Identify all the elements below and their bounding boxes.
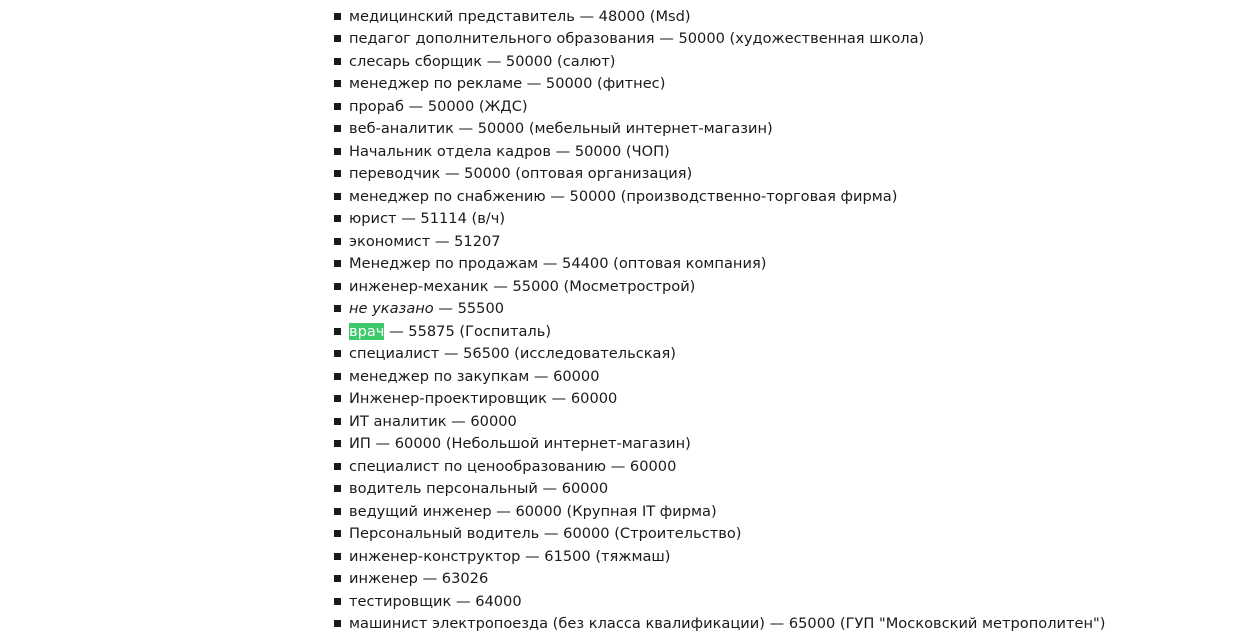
job-title: тестировщик — [349, 592, 452, 610]
highlighted-search-term: врач — [349, 322, 385, 340]
bullet-icon — [334, 238, 341, 245]
salary-detail: — 50000 (мебельный интернет-магазин) — [453, 120, 773, 137]
salary-detail: — 65000 (ГУП "Московский метрополитен") — [764, 615, 1106, 632]
job-title: юрист — [349, 210, 397, 227]
salary-detail: — 61500 (тяжмаш) — [520, 547, 671, 565]
salary-detail: — 64000 — [451, 592, 522, 610]
list-item — [334, 546, 1234, 569]
salary-detail: — 51207 — [430, 232, 501, 250]
bullet-icon — [334, 260, 341, 267]
bullet-icon — [334, 508, 341, 515]
list-item — [334, 613, 1234, 636]
job-title: Персональный водитель — [349, 525, 540, 542]
list-item — [334, 456, 1234, 479]
list-item — [334, 96, 1234, 119]
bullet-icon — [334, 193, 341, 200]
salary-detail: — 60000 — [606, 457, 677, 475]
job-title: менеджер по снабжению — [349, 187, 546, 205]
bullet-icon — [334, 553, 341, 560]
job-title: специалист — [349, 345, 440, 362]
bullet-icon — [334, 463, 341, 470]
salary-detail: — 54400 (оптовая компания) — [538, 255, 767, 272]
list-item — [334, 343, 1234, 366]
bullet-icon — [334, 620, 341, 627]
job-title: менеджер по рекламе — [349, 75, 523, 92]
job-title: ИП — [349, 435, 371, 452]
job-title: ИТ аналитик — [349, 412, 447, 430]
list-item — [334, 501, 1234, 524]
job-title: Инженер-проектировщик — [349, 390, 547, 407]
bullet-icon — [334, 170, 341, 177]
job-title: экономист — [349, 232, 431, 250]
job-title: веб-аналитик — [349, 120, 454, 137]
bullet-icon — [334, 350, 341, 357]
list-item — [334, 163, 1234, 186]
salary-detail: — 50000 (оптовая организация) — [440, 165, 693, 182]
bullet-icon — [334, 35, 341, 42]
list-item — [334, 208, 1234, 231]
list-item — [334, 478, 1234, 501]
bullet-icon — [334, 418, 341, 425]
bullet-icon — [334, 530, 341, 537]
list-item — [334, 6, 1234, 29]
job-title: менеджер по закупкам — [349, 367, 530, 385]
salary-detail: — 50000 (художественная школа) — [654, 30, 925, 47]
salary-detail: — 55500 — [433, 300, 505, 317]
salary-detail: — 60000 (Строительство) — [539, 525, 742, 542]
list-item — [334, 523, 1234, 546]
salary-detail: — 50000 (салют) — [482, 52, 616, 70]
bullet-icon — [334, 373, 341, 380]
list-item — [334, 411, 1234, 434]
job-title: педагог дополнительного образования — [349, 30, 655, 47]
salary-detail: — 50000 (фитнес) — [522, 75, 666, 92]
salary-detail: — 60000 (Крупная IT фирма) — [491, 502, 717, 520]
job-title: Начальник отдела кадров — [349, 142, 551, 160]
bullet-icon — [334, 283, 341, 290]
bullet-icon — [334, 125, 341, 132]
job-title: прораб — [349, 97, 404, 115]
bullet-icon — [334, 215, 341, 222]
bullet-icon — [334, 58, 341, 65]
bullet-icon — [334, 575, 341, 582]
job-title: ведущий инженер — [349, 502, 492, 520]
list-item — [334, 591, 1234, 614]
bullet-icon — [334, 328, 341, 335]
salary-detail: — 63026 — [417, 570, 489, 587]
job-title: не указано — [349, 300, 434, 317]
salary-detail: — 50000 (ЖДС) — [403, 97, 528, 115]
job-title: переводчик — [349, 165, 441, 182]
bullet-icon — [334, 395, 341, 402]
salary-list — [334, 0, 1234, 636]
salary-detail: — 56500 (исследовательская) — [439, 345, 676, 362]
list-item — [334, 28, 1234, 51]
article-content — [334, 0, 1234, 636]
list-item — [334, 321, 1234, 344]
job-title: инженер — [349, 570, 418, 587]
salary-detail: — 51114 (в/ч) — [396, 210, 506, 227]
list-item — [334, 298, 1234, 321]
salary-detail: — 50000 (производственно-торговая фирма) — [545, 187, 898, 205]
list-item — [334, 433, 1234, 456]
salary-detail: — 60000 — [529, 367, 600, 385]
job-title: специалист по ценообразованию — [349, 457, 607, 475]
list-item — [334, 366, 1234, 389]
job-title: слесарь сборщик — [349, 52, 483, 70]
salary-detail: — 50000 (ЧОП) — [550, 142, 670, 160]
list-item — [334, 186, 1234, 209]
salary-detail: — 55000 (Мосметрострой) — [488, 277, 696, 295]
list-item — [334, 141, 1234, 164]
job-title: машинист электропоезда (без класса квалификации) — [349, 615, 765, 632]
list-item — [334, 253, 1234, 276]
list-item — [334, 568, 1234, 591]
bullet-icon — [334, 440, 341, 447]
bullet-icon — [334, 148, 341, 155]
list-item — [334, 118, 1234, 141]
job-title: водитель персональный — [349, 480, 538, 497]
bullet-icon — [334, 598, 341, 605]
list-item — [334, 51, 1234, 74]
job-title: медицинский представитель — [349, 7, 575, 25]
salary-detail: — 60000 — [547, 390, 618, 407]
bullet-icon — [334, 305, 341, 312]
job-title: инженер-конструктор — [349, 547, 521, 565]
salary-detail: — 60000 (Небольшой интернет-магазин) — [370, 435, 691, 452]
job-title: Менеджер по продажам — [349, 255, 539, 272]
salary-detail: — 60000 — [446, 412, 517, 430]
list-item — [334, 276, 1234, 299]
list-item — [334, 388, 1234, 411]
bullet-icon — [334, 13, 341, 20]
bullet-icon — [334, 485, 341, 492]
salary-detail: — 48000 (Msd) — [574, 7, 691, 25]
list-item — [334, 73, 1234, 96]
job-title: инженер-механик — [349, 277, 489, 295]
bullet-icon — [334, 103, 341, 110]
salary-detail: — 55875 (Госпиталь) — [384, 322, 552, 340]
bullet-icon — [334, 80, 341, 87]
salary-detail: — 60000 — [537, 480, 609, 497]
list-item — [334, 231, 1234, 254]
